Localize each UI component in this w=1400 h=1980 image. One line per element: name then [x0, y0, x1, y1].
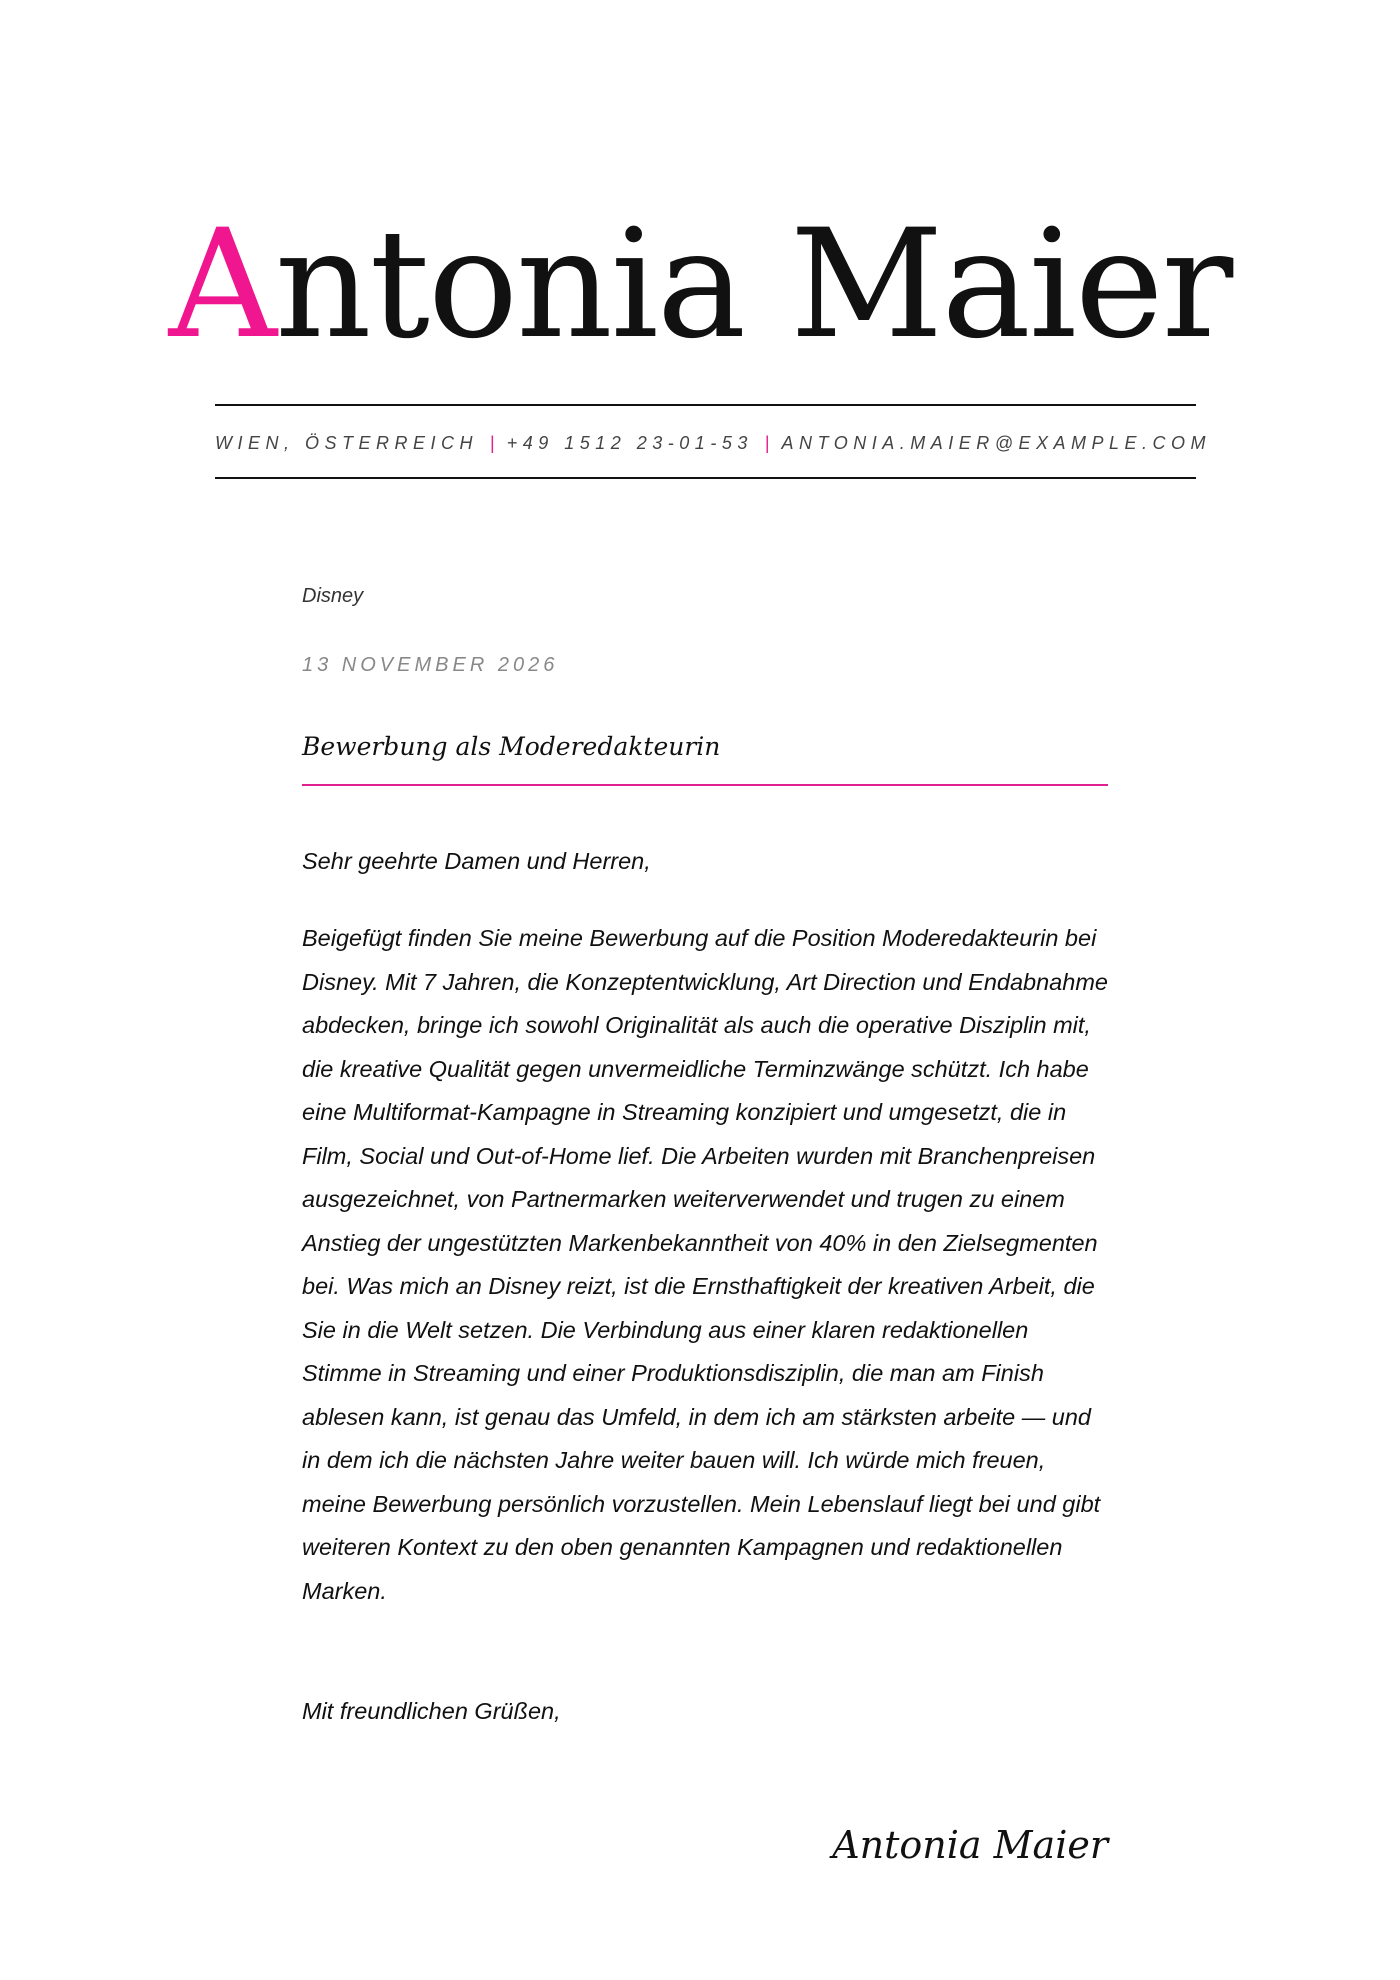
name-initial: A — [168, 198, 275, 372]
header-rule-bottom — [215, 477, 1196, 479]
subject-underline — [302, 784, 1108, 786]
letter-subject: Bewerbung als Moderedakteurin — [302, 732, 721, 761]
applicant-name — [0, 195, 1400, 375]
letter-body: Beigefügt finden Sie meine Bewerbung auf die Position Moderedakteurin bei Disney. Mit 7 Jahren, die Konzeptentwicklung, Art Direction und Endabnahme abdecken, bringe ich sowohl Originalität als auch die operative Disziplin mit, die kreative Qualität gegen unvermeidliche Terminzwänge schützt. Ich habe eine Multiformat-Kampagne in Streaming konzipiert und umgesetzt, die in Film, Social und Out-of-Home lief. Die Arbeiten wurden mit Branchenpreisen ausgezeichnet, von Partnermarken weiterverwendet und trugen zu einem Anstieg der ungestützten Markenbekanntheit von 40% in den Zielsegmenten bei. Was mich an Disney reizt, ist die Ernsthaftigkeit der kreativen Arbeit, die Sie in die Welt setzen. Die Verbindung aus einer klaren redaktionellen Stimme in Streaming und einer Produktionsdisziplin, die man am Finish ablesen kann, ist genau das Umfeld, in dem ich am stärksten arbeite — und in dem ich die nächsten Jahre weiter bauen will. Ich würde mich freuen, meine Bewerbung persönlich vorzustellen. Mein Lebenslauf liegt bei und gibt weiteren Kontext zu den oben genannten Kampagnen und redaktionellen Marken. — [302, 925, 1108, 1604]
contact-separator: | — [490, 433, 495, 453]
letter-date: 13 NOVEMBER 2026 — [302, 654, 559, 676]
name-rest: ntonia Maier — [274, 198, 1232, 372]
contact-email: ANTONIA.MAIER@EXAMPLE.COM — [781, 433, 1212, 453]
contact-line — [215, 431, 1212, 455]
contact-location: WIEN, ÖSTERREICH — [215, 433, 479, 453]
header-rule-top — [215, 404, 1196, 406]
closing: Mit freundlichen Grüßen, — [302, 1698, 561, 1724]
recipient: Disney — [302, 585, 364, 607]
salutation: Sehr geehrte Damen und Herren, — [302, 848, 651, 874]
signature: Antonia Maier — [832, 1823, 1108, 1867]
contact-phone: +49 1512 23-01-53 — [506, 433, 753, 453]
contact-separator: | — [764, 433, 770, 453]
